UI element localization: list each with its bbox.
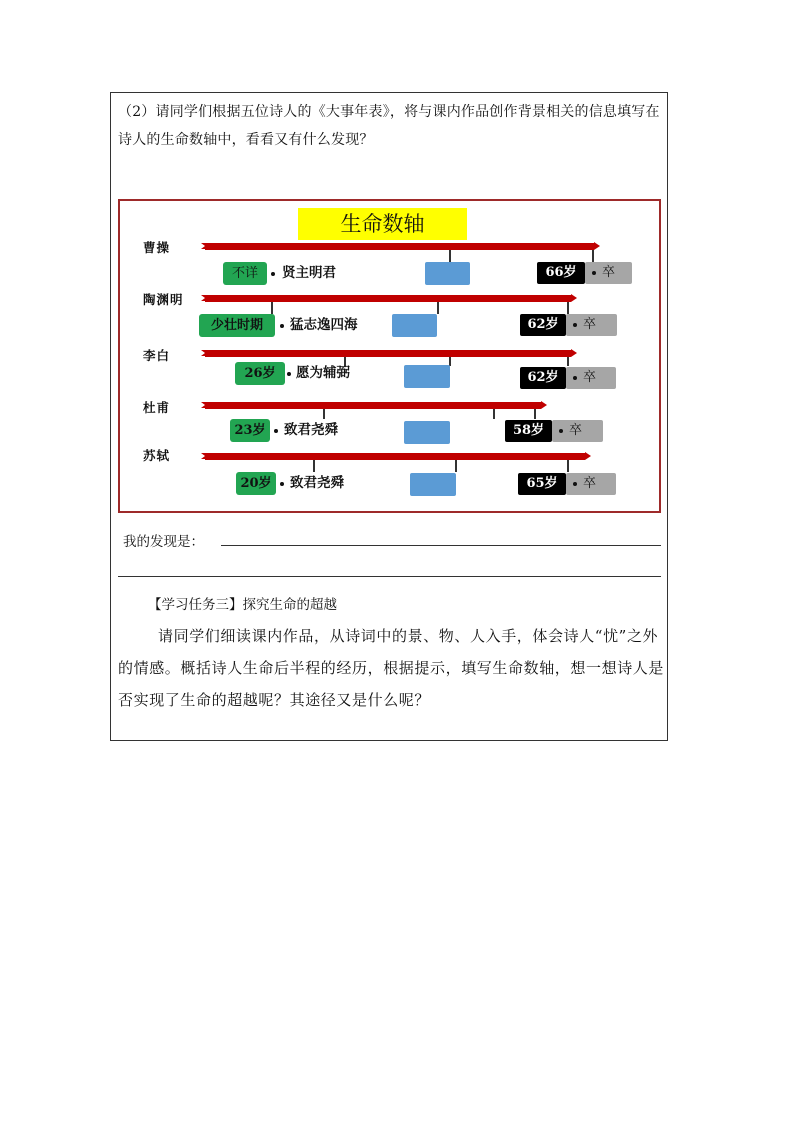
death-age-box: 66岁 (537, 262, 585, 284)
poet-name: 陶渊明 (143, 292, 184, 307)
life-axis-bar (205, 243, 594, 250)
axis-tick (567, 302, 569, 314)
death-label: 卒 (583, 476, 597, 491)
bullet-dot (280, 324, 284, 328)
death-box (566, 473, 616, 495)
death-label: 卒 (602, 265, 616, 280)
finding-label: 我的发现是： (123, 534, 204, 550)
death-label: 卒 (583, 370, 597, 385)
life-axis-bar (205, 453, 585, 460)
axis-tick (534, 409, 536, 419)
death-label: 卒 (569, 423, 583, 438)
axis-tick (313, 460, 315, 472)
question-text: （2）请同学们根据五位诗人的《大事年表》，将与课内作品创作背景相关的信息填写在诗人的生命数轴中，看看又有什么发现？ (118, 104, 660, 148)
event-text: 愿为辅弼 (296, 365, 350, 381)
event-text: 猛志逸四海 (290, 317, 358, 333)
answer-line[interactable] (118, 576, 661, 577)
axis-tick (449, 250, 451, 262)
death-age-box: 65岁 (518, 473, 566, 495)
bullet-dot (287, 372, 291, 376)
death-label: 卒 (583, 317, 597, 332)
blank-answer-box[interactable] (404, 365, 450, 388)
event-text: 致君尧舜 (284, 422, 338, 438)
life-axis-bar (205, 295, 571, 302)
life-axis-bar (205, 350, 571, 357)
axis-tick (437, 302, 439, 314)
bullet-dot (274, 429, 278, 433)
poet-name: 曹操 (143, 240, 171, 255)
axis-tick (493, 409, 495, 419)
blank-answer-box[interactable] (410, 473, 456, 496)
event-text: 贤主明君 (282, 265, 336, 281)
poet-name: 杜甫 (143, 400, 171, 415)
start-label-box: 少壮时期 (199, 314, 275, 337)
task-body: 请同学们细读课内作品，从诗词中的景、物、人入手，体会诗人“忧”之外的情感。概括诗人生命后半程的经历，根据提示，填写生命数轴，想一想诗人是否实现了生命的超越呢？其途径又是什么呢？ (118, 627, 665, 709)
blank-answer-box[interactable] (404, 421, 450, 444)
death-box (566, 314, 617, 336)
blank-answer-box[interactable] (425, 262, 470, 285)
life-axis-bar (205, 402, 541, 409)
death-box (552, 420, 603, 442)
axis-tick (323, 409, 325, 419)
axis-tick (567, 357, 569, 366)
death-age-box: 62岁 (520, 314, 566, 336)
axis-tick (592, 250, 594, 262)
diagram-title: 生命数轴 (298, 208, 467, 240)
poet-name: 苏轼 (143, 448, 171, 463)
start-label-box: 不详 (223, 262, 267, 285)
death-box (585, 262, 632, 284)
axis-tick (271, 302, 273, 314)
axis-tick (455, 460, 457, 472)
start-label-box: 26岁 (235, 362, 285, 385)
bullet-dot (280, 482, 284, 486)
axis-tick (567, 460, 569, 472)
poet-name: 李白 (143, 348, 171, 363)
blank-answer-box[interactable] (392, 314, 437, 337)
task-heading: 【学习任务三】探究生命的超越 (148, 597, 337, 613)
event-text: 致君尧舜 (290, 475, 344, 491)
bullet-dot (271, 272, 275, 276)
death-age-box: 58岁 (505, 420, 552, 442)
death-box (566, 367, 616, 389)
start-label-box: 23岁 (230, 419, 270, 442)
answer-line[interactable] (221, 545, 661, 546)
death-age-box: 62岁 (520, 367, 566, 389)
start-label-box: 20岁 (236, 472, 276, 495)
